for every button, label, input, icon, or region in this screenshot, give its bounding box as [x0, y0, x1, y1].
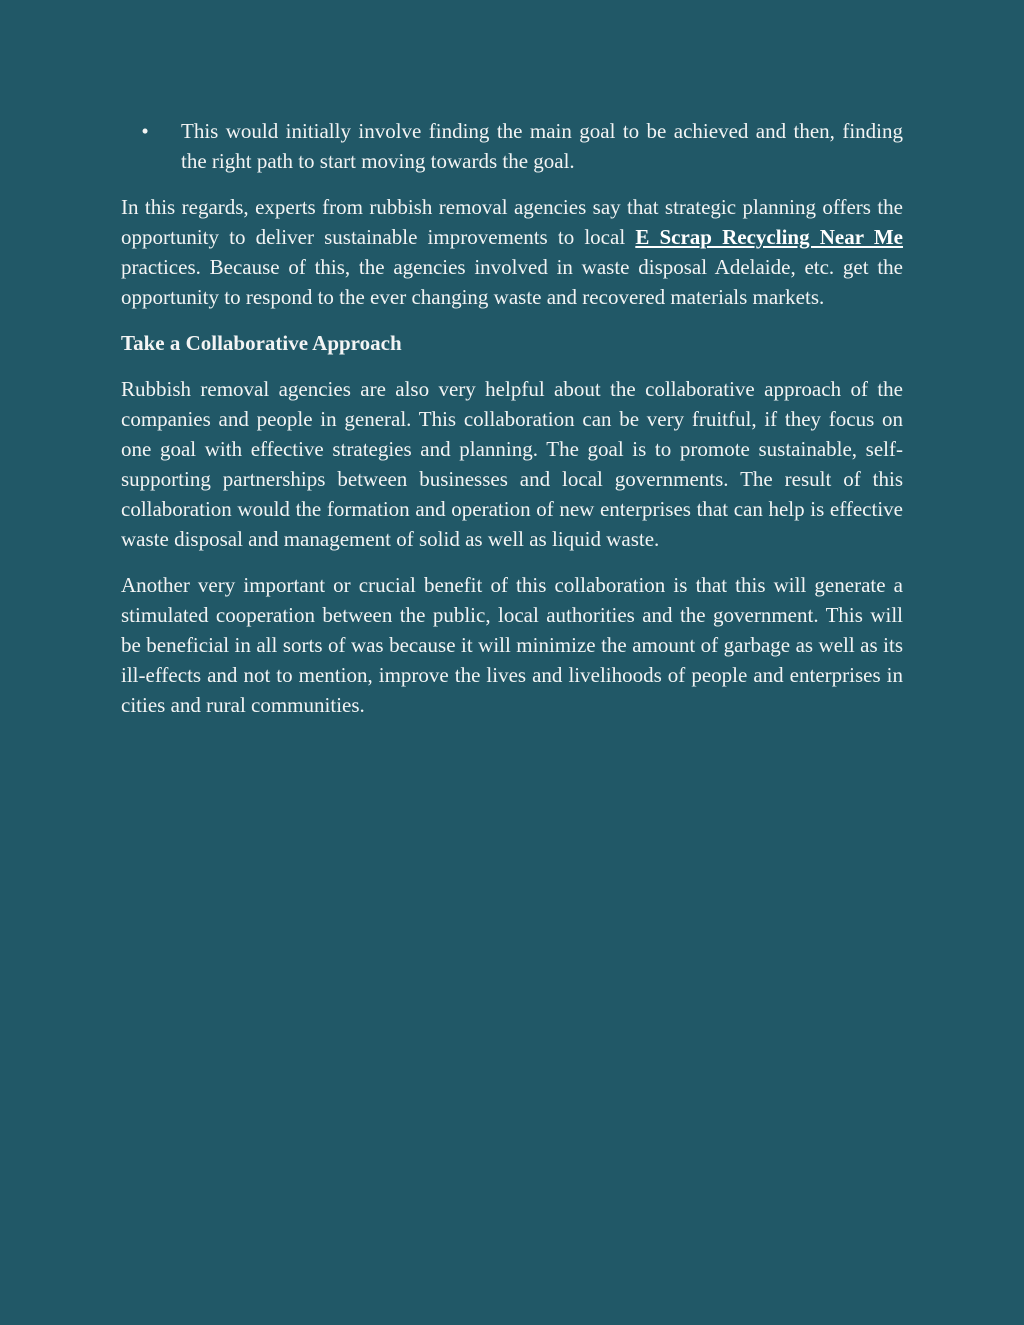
collaboration-paragraph: Rubbish removal agencies are also very helpful about the collaborative approach of the companies and people in general. This collaboration can be very fruitful, if they focus on one goal with effective strategies and planning. The goal is to promote sustainable, self-supporting partnerships between businesses and local governments. The result of this collaboration would the formation and operation of new enterprises that can help is effective waste disposal and management of solid as well as liquid waste. [121, 377, 903, 551]
bullet-text: This would initially involve finding the main goal to be achieved and then, finding the right path to start moving towards the goal. [181, 119, 903, 173]
benefit-paragraph: Another very important or crucial benefit of this collaboration is that this will generate a stimulated cooperation between the public, local authorities and the government. This will be beneficial in all sorts of was because it will minimize the amount of garbage as well as its ill-effects and not to mention, improve the lives and livelihoods of people and enterprises in cities and rural communities. [121, 573, 903, 717]
document-page [121, 116, 903, 736]
paragraph-text-before-link: In this regards, experts from rubbish removal agencies say that strategic planning offers the opportunity to deliver sustainable improvements to local [121, 195, 903, 249]
section-heading: Take a Collaborative Approach [121, 331, 402, 355]
list-item [121, 116, 903, 176]
paragraph-text-after-link: practices. Because of this, the agencies involved in waste disposal Adelaide, etc. get the opportunity to respond to the ever changing waste and recovered materials markets. [121, 255, 903, 309]
bullet-list [121, 116, 903, 176]
strategic-planning-paragraph [121, 192, 903, 312]
bullet-icon: • [141, 119, 149, 143]
e-scrap-recycling-link[interactable]: E Scrap Recycling Near Me [635, 225, 903, 249]
